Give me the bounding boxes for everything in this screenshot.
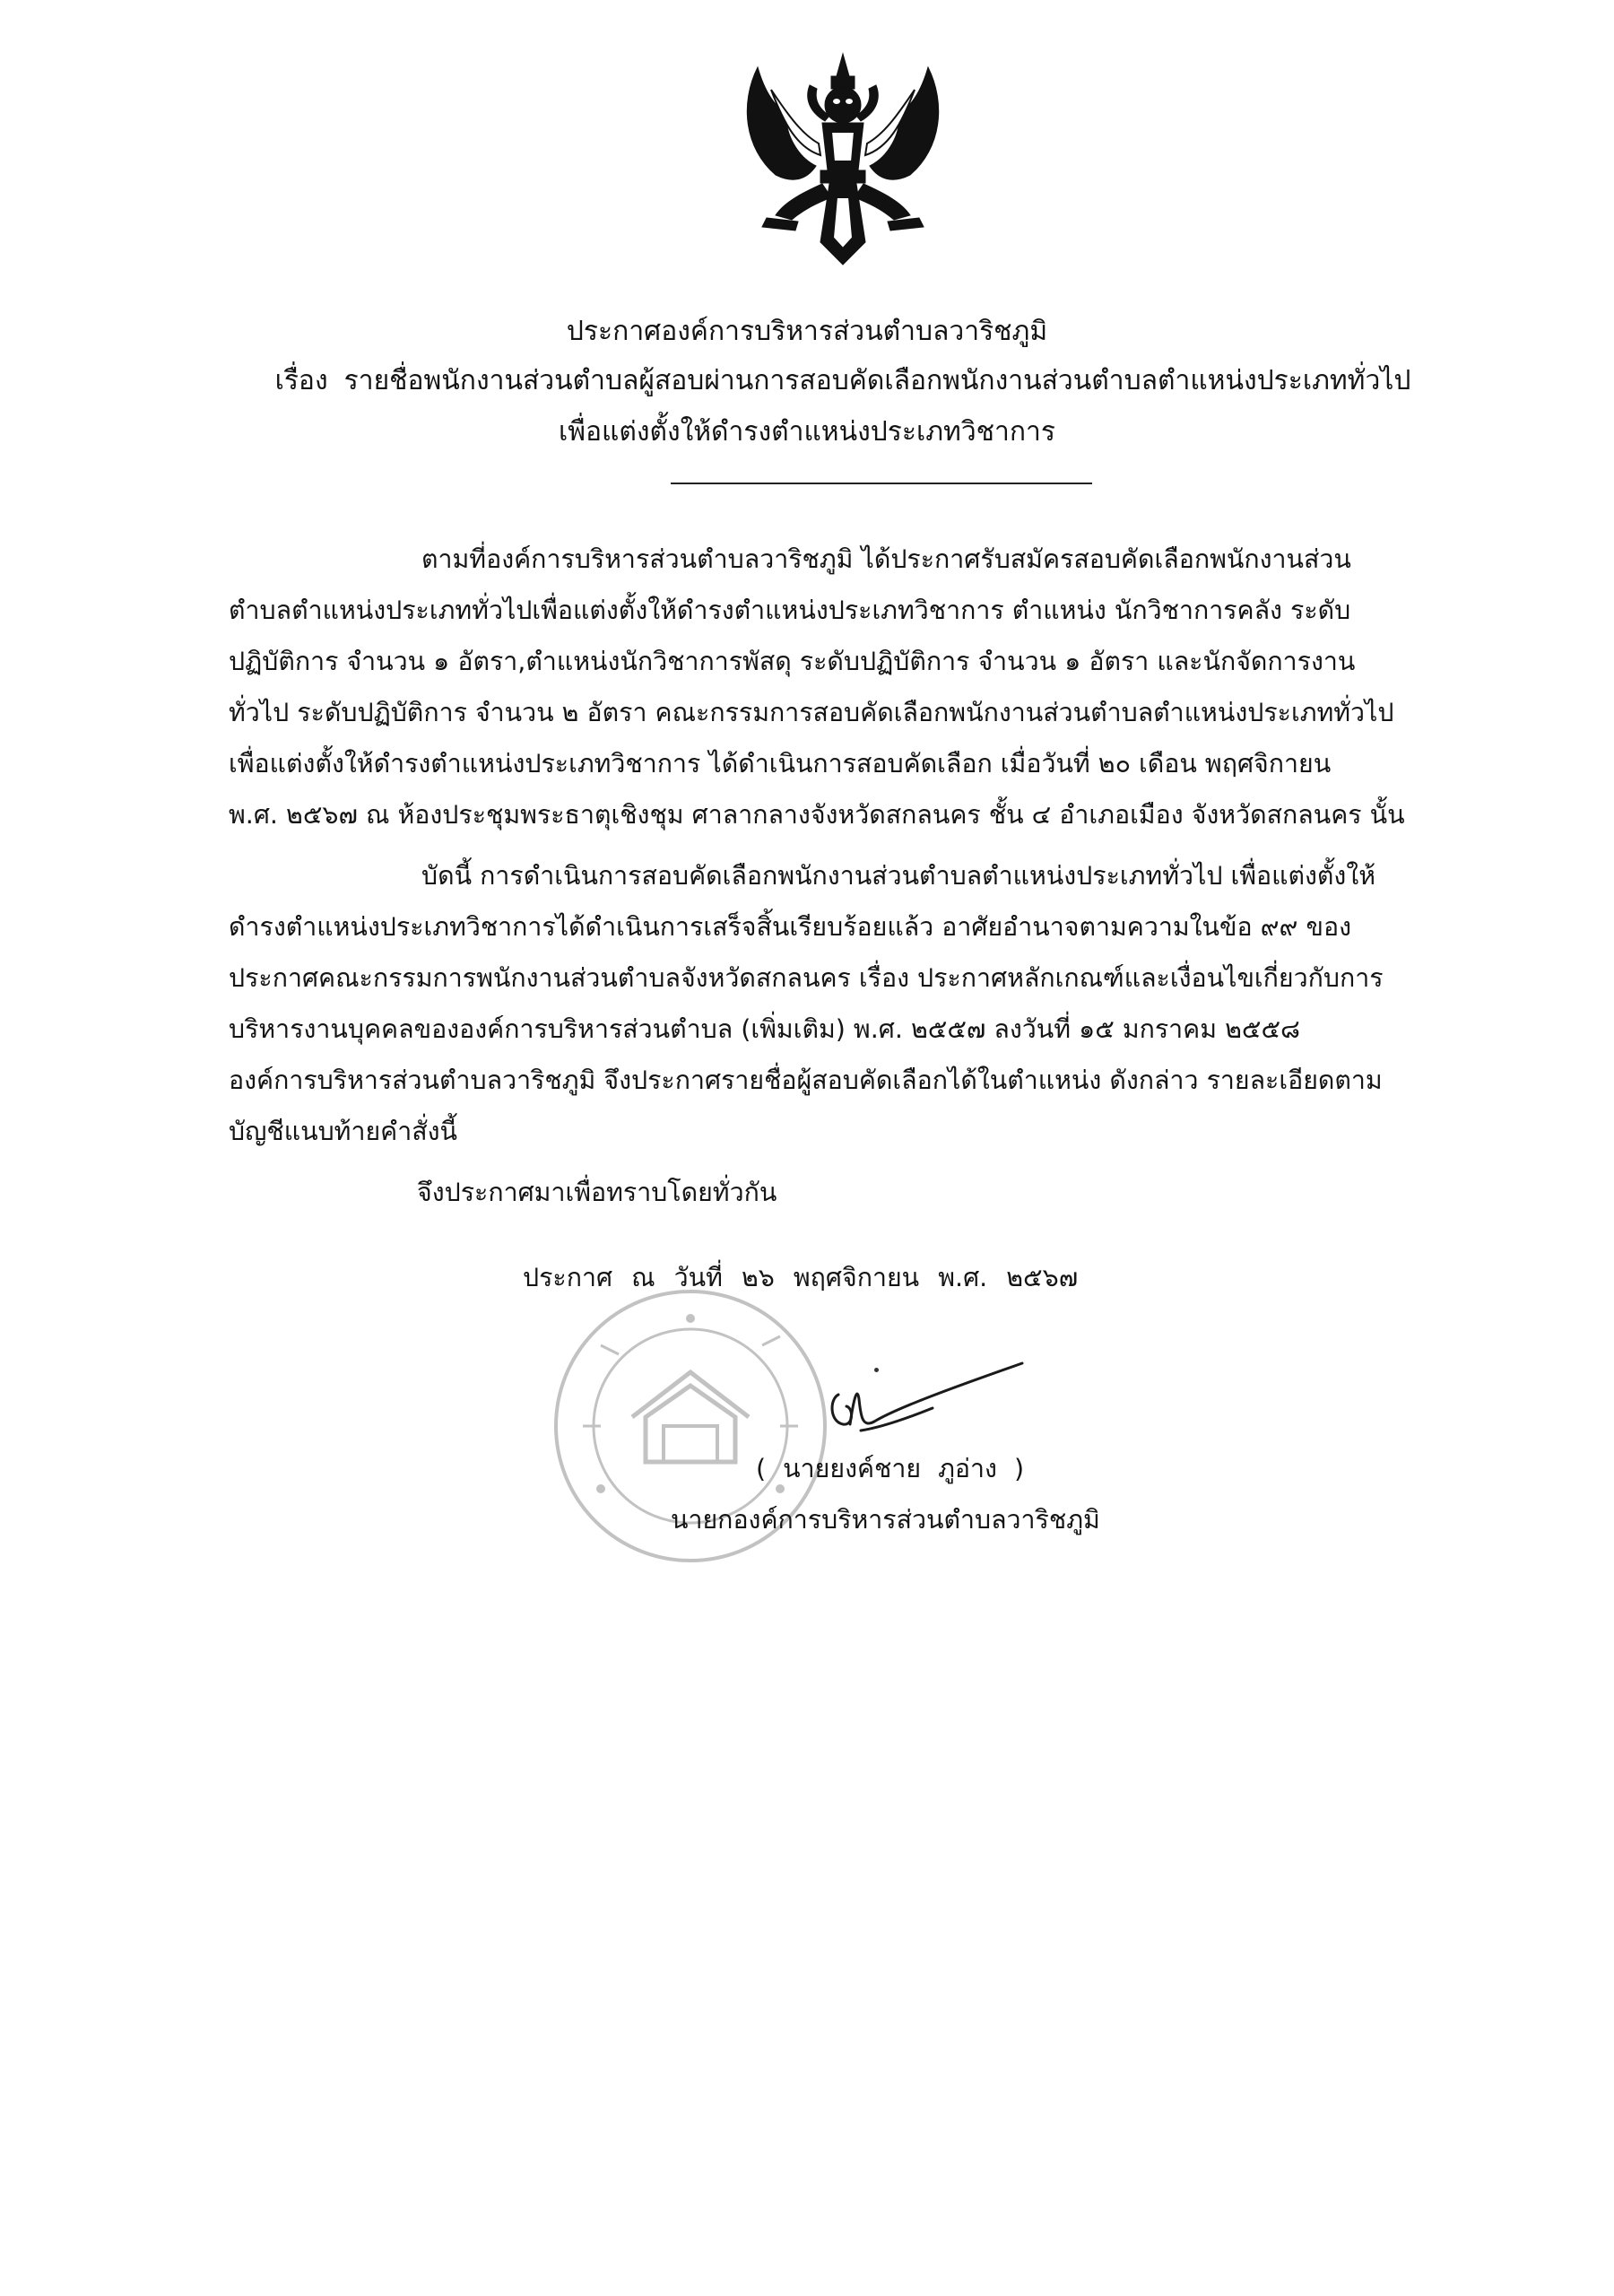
paragraph-line: ปฏิบัติการ จำนวน ๑ อัตรา,ตำแหน่งนักวิชาการพัสดุ ระดับปฏิบัติการ จำนวน ๑ อัตรา และนักจัดการงาน xyxy=(229,647,1356,676)
paragraph-line: พ.ศ. ๒๕๖๗ ณ ห้องประชุมพระธาตุเชิงชุม ศาลากลางจังหวัดสกลนคร ชั้น ๔ อำเภอเมือง จังหวัดสกลนคร นั้น xyxy=(229,800,1405,830)
paragraph-2 xyxy=(229,850,1471,1157)
paragraph-line: บัญชีแนบท้ายคำสั่งนี้ xyxy=(229,1117,458,1146)
subject-line xyxy=(36,363,1614,399)
announcement-date: ประกาศ ณ วันที่ ๒๖ พฤศจิกายน พ.ศ. ๒๕๖๗ xyxy=(523,1263,1079,1292)
paragraph-line: ตำบลตำแหน่งประเภททั่วไปเพื่อแต่งตั้งให้ดำรงตำแหน่งประเภทวิชาการ ตำแหน่ง นักวิชาการคลัง ระดับ xyxy=(229,596,1351,625)
subject-line-2: เพื่อแต่งตั้งให้ดำรงตำแหน่งประเภทวิชาการ xyxy=(558,416,1055,448)
paragraph-line: ดำรงตำแหน่งประเภทวิชาการได้ดำเนินการเสร็จสิ้นเรียบร้อยแล้ว อาศัยอำนาจตามความในข้อ ๙๙ ของ xyxy=(229,912,1351,942)
header-divider xyxy=(671,483,1092,484)
paragraph-1 xyxy=(229,534,1471,840)
subject-text: รายชื่อพนักงานส่วนตำบลผู้สอบผ่านการสอบคัดเลือกพนักงานส่วนตำบลตำแหน่งประเภททั่วไป xyxy=(343,365,1411,396)
paragraph-line: เพื่อแต่งตั้งให้ดำรงตำแหน่งประเภทวิชาการ ได้ดำเนินการสอบคัดเลือก เมื่อวันที่ ๒๐ เดือน พฤศจิกายน xyxy=(229,749,1332,778)
subject-label: เรื่อง xyxy=(274,365,328,396)
closing-statement: จึงประกาศมาเพื่อทราบโดยทั่วกัน xyxy=(417,1178,777,1207)
signer-name: ( นายยงค์ชาย ภูอ่าง ) xyxy=(756,1454,1025,1483)
announcement-title: ประกาศองค์การบริหารส่วนตำบลวาริชภูมิ xyxy=(566,316,1048,347)
paragraph-line: บัดนี้ การดำเนินการสอบคัดเลือกพนักงานส่วนตำบลตำแหน่งประเภททั่วไป เพื่อแต่งตั้งให้ xyxy=(421,861,1376,891)
paragraph-line: บริหารงานบุคคลขององค์การบริหารส่วนตำบล (เพิ่มเติม) พ.ศ. ๒๕๕๗ ลงวันที่ ๑๕ มกราคม ๒๕๕๘ xyxy=(229,1014,1300,1044)
garuda-emblem-icon xyxy=(722,49,964,274)
paragraph-line: ตามที่องค์การบริหารส่วนตำบลวาริชภูมิ ได้ประกาศรับสมัครสอบคัดเลือกพนักงานส่วน xyxy=(421,544,1351,574)
paragraph-line: ประกาศคณะกรรมการพนักงานส่วนตำบลจังหวัดสกลนคร เรื่อง ประกาศหลักเกณฑ์และเงื่อนไขเกี่ยวกับการ xyxy=(229,963,1384,993)
paragraph-line: องค์การบริหารส่วนตำบลวาริชภูมิ จึงประกาศรายชื่อผู้สอบคัดเลือกได้ในตำแหน่ง ดังกล่าว รายละเอียดตาม xyxy=(229,1065,1383,1095)
paragraph-line: ทั่วไป ระดับปฏิบัติการ จำนวน ๒ อัตรา คณะกรรมการสอบคัดเลือกพนักงานส่วนตำบลตำแหน่งประเภททั่วไป xyxy=(229,698,1394,727)
signer-position: นายกองค์การบริหารส่วนตำบลวาริชภูมิ xyxy=(671,1505,1100,1535)
